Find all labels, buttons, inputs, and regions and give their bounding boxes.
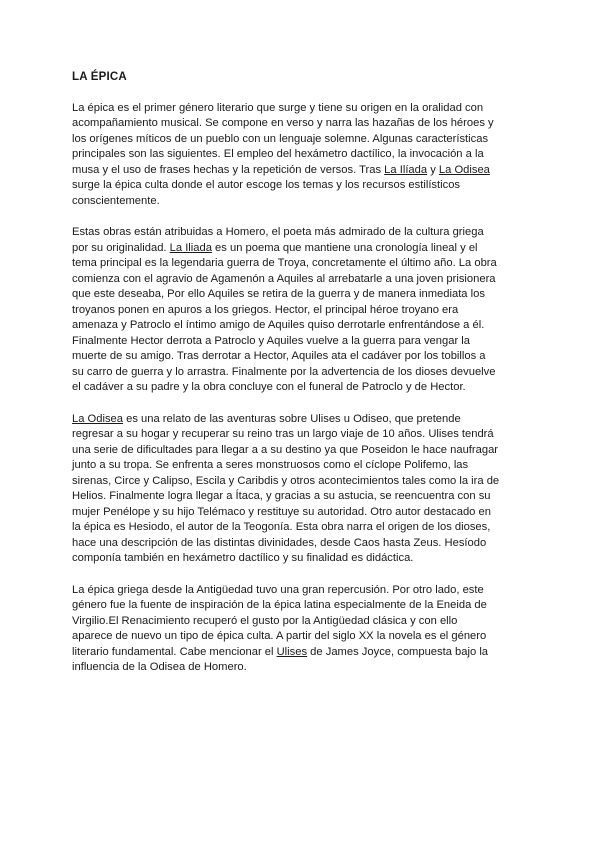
paragraph [72,101,500,210]
paragraph-text: surge la épica culta donde el autor escoge los temas y los recursos estilísticos conscientemente. [72,179,461,207]
paragraph-text: Estas obras están atribuidas a Homero, el poeta más admirado de la cultura griega por su originalidad. [72,226,484,254]
underlined-title: La Iliada [169,241,212,254]
underlined-title: La Ilíada [384,163,428,176]
document-title: LA ÉPICA [72,71,127,83]
paragraph-text: es una relato de las aventuras sobre Ulises u Odiseo, que pretende regresar a su hogar y recuperar su reino tras un largo viaje de 10 años. Ulises tendrá una serie de dificultades para llegar a a su destino ya que Poseidon le hace naufragar junto a su tropa. Se enfrenta a seres monstruosos como el cíclope Polifemo, las sirenas, Circe y Calipso, Escila y Caribdis y otros acontecimientos tales como la ira de Helios. Finalmente logra llegar a Ítaca, y gracias a su astucia, se reencuentra con su mujer Penélope y su hijo Telémaco y restituye su autoridad. Otro autor destacado en la épica es Hesiodo, el autor de la Teogonía. Esta obra narra el origen de los dioses, hace una descripción de las distintas divinidades, desde Caos hasta Zeus. Hesíodo componía también en hexámetro dactílico y su finalidad es didáctica. [72,412,500,564]
paragraph [72,225,500,396]
paragraph-text: La épica griega desde la Antigüedad tuvo una gran repercusión. Por otro lado, este género fue la fuente de inspiración de la épica latina especialmente de la Eneida de Virgilio.El Renacimiento recuperó el gusto por la Antigüedad clásica y con ello aparece de nuevo un tipo de épica culta. A partir del siglo XX la novela es el género literario fundamental. Cabe mencionar el [72,583,487,658]
underlined-title: Ulises [276,645,308,658]
paragraph-text: de James Joyce, compuesta bajo la influencia de la Odisea de Homero. [72,645,489,673]
document-page [72,70,500,692]
underlined-title: La Odisea [438,163,490,176]
paragraph [72,412,500,567]
underlined-title: La Odisea [72,412,123,425]
paragraph-text: La épica es el primer género literario que surge y tiene su origen en la oralidad con acompañamiento musical. Se compone en verso y narra las hazañas de los héroes y los orígenes míticos de un pueblo con un lenguaje solemne. Algunas características principales son las siguientes. El empleo del hexámetro dactílico, la invocación a la musa y el uso de frases hechas y la repetición de versos. Tras [72,101,494,176]
paragraph [72,583,500,676]
document-body [72,101,500,676]
paragraph-text: es un poema que mantiene una cronología lineal y el tema principal es la legendaria guerra de Troya, concretamente el último año. La obra comienza con el agravio de Agamenón a Aquiles al arrebatarle a una joven prisionera que este deseaba, Por ello Aquiles se retira de la guerra y de manera inmediata los troyanos ponen en apuros a los griegos. Hector, el principal héroe troyano era amenaza y Patroclo el íntimo amigo de Aquiles quiso derrotarle enfrentándose a él. Finalmente Hector derrota a Patroclo y Aquiles vuelve a la guerra para vengar la muerte de su amigo. Tras derrotar a Hector, Aquiles ata el cadáver por los tobillos a su carro de guerra y lo arrastra. Finalmente por la advertencia de los dioses devuelve el cadáver a su padre y la obra concluye con el funeral de Patroclo y de Hector. [72,241,497,393]
paragraph-text: y [427,163,439,176]
